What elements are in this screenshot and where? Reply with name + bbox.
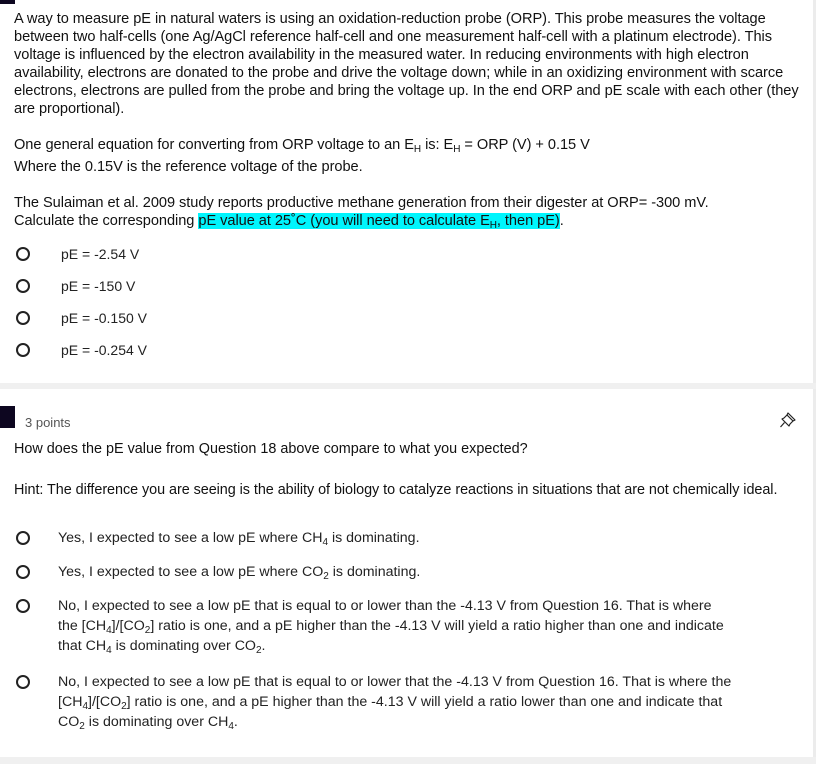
- radio-button-icon[interactable]: [16, 599, 30, 613]
- calc-line: [14, 212, 804, 230]
- subscript: 4: [106, 645, 112, 656]
- highlighted-text-part: pE value at 25˚C (you will need to calculate E: [198, 213, 490, 229]
- subscript: 2: [255, 645, 262, 656]
- option-text: [CH: [58, 694, 83, 710]
- subscript: H: [453, 144, 461, 155]
- option-label: pE = -0.150 V: [61, 310, 148, 326]
- answer-option-1[interactable]: [16, 247, 139, 263]
- option-text: is dominating over CO: [111, 638, 256, 654]
- card-divider: [0, 757, 816, 764]
- equation-text: is: E: [421, 137, 454, 153]
- study-line: The Sulaiman et al. 2009 study reports productive methane generation from their digester at ORP= -300 mV.: [14, 195, 709, 211]
- radio-button-icon[interactable]: [16, 531, 30, 545]
- question-marker: [0, 406, 15, 428]
- answer-option-4[interactable]: [16, 674, 798, 732]
- subscript: H: [489, 220, 497, 231]
- highlighted-text: [198, 213, 559, 229]
- points-label: 3 points: [25, 415, 71, 430]
- answer-option-3[interactable]: [16, 311, 147, 327]
- radio-button-icon[interactable]: [16, 311, 30, 325]
- subscript: 4: [322, 537, 329, 548]
- intro-paragraph: A way to measure pE in natural waters is using an oxidation-reduction probe (ORP). This probe measures the voltage between two half-cells (one Ag/AgCl reference half-cell and one measurement half-cell with a platinum electrode). This voltage is influenced by the electron availability in the measured water. In reducing environments with high electron availability, electrons are donated to the probe and drive the voltage down; while in an oxidizing environment with scarce electrons, electrons are pulled from the probe and bring the voltage up. In the end ORP and pE scale with each other (they are proportional).: [14, 11, 799, 117]
- subscript: 4: [106, 625, 112, 636]
- option-text: No, I expected to see a low pE that is equal to or lower than the -4.13 V from Question 16. That is where: [58, 598, 712, 614]
- question-card-18: [0, 0, 813, 382]
- subscript: 2: [121, 701, 127, 712]
- radio-button-icon[interactable]: [16, 675, 30, 689]
- calc-text: .: [559, 213, 564, 229]
- answer-option-4[interactable]: [16, 343, 147, 359]
- option-text: the [CH: [58, 618, 107, 634]
- subscript: 2: [79, 721, 85, 732]
- option-text: .: [261, 638, 266, 654]
- equation-text: = ORP (V) + 0.15 V: [460, 137, 590, 153]
- subscript: H: [413, 144, 422, 155]
- option-label: pE = -150 V: [61, 278, 136, 294]
- subscript: 4: [228, 721, 234, 732]
- equation-text: One general equation for converting from ORP voltage to an E: [14, 137, 414, 153]
- answer-option-2[interactable]: [16, 279, 135, 295]
- highlighted-text-part: , then pE): [496, 213, 560, 229]
- option-text: that CH: [58, 638, 107, 654]
- subscript: 2: [144, 625, 151, 636]
- option-text: is dominating.: [328, 530, 420, 546]
- option-label: [58, 562, 798, 582]
- option-text: ]/[CO: [111, 618, 145, 634]
- calc-text: Calculate the corresponding: [14, 213, 199, 229]
- hint-text: Hint: The difference you are seeing is the ability of biology to catalyze reactions in situations that are not chemically ideal.: [14, 482, 778, 498]
- radio-button-icon[interactable]: [16, 247, 30, 261]
- answer-option-1[interactable]: [16, 530, 798, 548]
- option-text: .: [233, 714, 238, 730]
- option-text: ]/[CO: [88, 694, 122, 710]
- option-text: No, I expected to see a low pE that is equal to or lower that the -4.13 V from Question 16. That is where the: [58, 674, 732, 690]
- subscript: 2: [323, 571, 329, 582]
- option-text: ] ratio is one, and a pE higher than the -4.13 V will yield a ratio higher than one and indicate: [150, 618, 724, 634]
- question-marker: [0, 0, 15, 4]
- option-text: Yes, I expected to see a low pE where CH: [58, 530, 323, 546]
- radio-button-icon[interactable]: [16, 565, 30, 579]
- radio-button-icon[interactable]: [16, 279, 30, 293]
- equation-line: [14, 136, 804, 154]
- option-label: [58, 528, 798, 548]
- pushpin-icon[interactable]: [778, 410, 798, 430]
- reference-note: Where the 0.15V is the reference voltage of the probe.: [14, 159, 363, 175]
- option-label: pE = -0.254 V: [61, 342, 148, 358]
- radio-button-icon[interactable]: [16, 343, 30, 357]
- answer-option-3[interactable]: [16, 598, 798, 656]
- option-text: ] ratio is one, and a pE higher than the -4.13 V will yield a ratio lower than one and indicate that: [126, 694, 723, 710]
- option-label: [58, 672, 798, 732]
- option-label: pE = -2.54 V: [61, 246, 140, 262]
- subscript: 4: [82, 701, 88, 712]
- option-text: is dominating over CH: [84, 714, 229, 730]
- option-label: [58, 596, 798, 656]
- option-text: CO: [58, 714, 80, 730]
- option-text: Yes, I expected to see a low pE where CO: [58, 564, 324, 580]
- option-text: is dominating.: [328, 564, 421, 580]
- answer-option-2[interactable]: [16, 564, 798, 582]
- question-title: How does the pE value from Question 18 above compare to what you expected?: [14, 441, 528, 457]
